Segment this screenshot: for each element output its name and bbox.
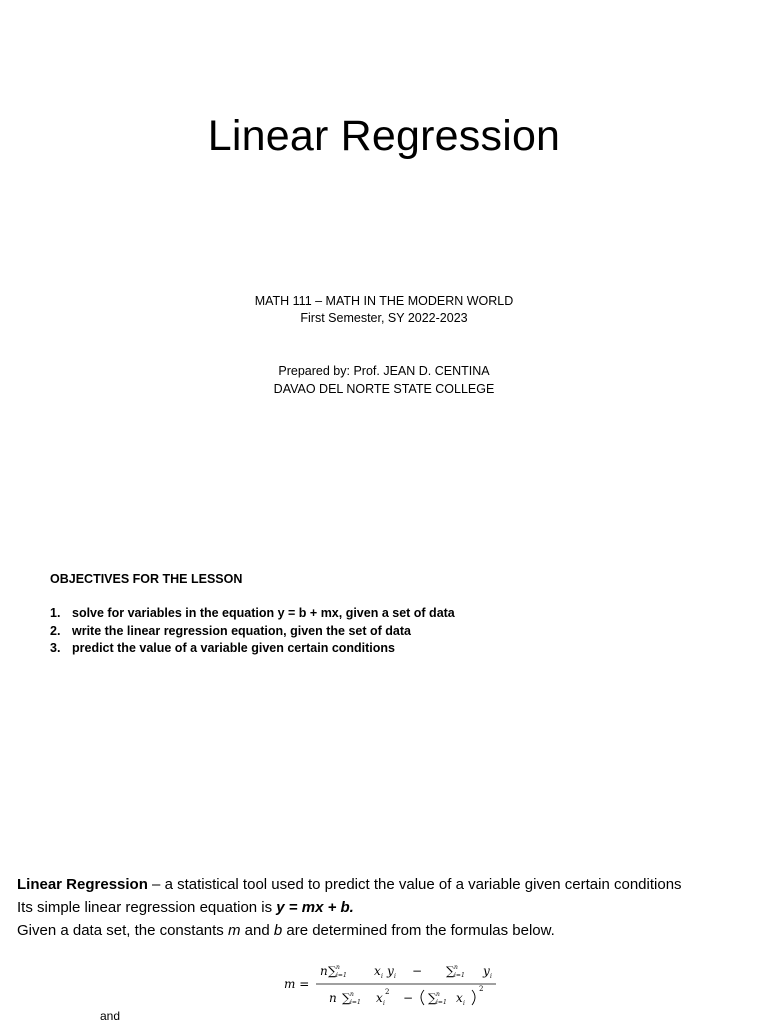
sum-lower: i=1 — [454, 972, 465, 979]
sum-lower: i=1 — [436, 999, 447, 1006]
square-exponent: 2 — [479, 985, 484, 993]
sum-upper: n — [436, 991, 440, 998]
objectives-heading: OBJECTIVES FOR THE LESSON — [50, 572, 243, 586]
objectives-list — [50, 605, 455, 658]
x-var: x — [376, 991, 383, 1005]
formulas-text-mid: and — [240, 922, 274, 939]
slide-title: Linear Regression — [207, 112, 561, 160]
course-name: MATH 111 – MATH IN THE MODERN WORLD — [254, 294, 514, 308]
sum-symbol: ∑ — [446, 964, 455, 978]
term: Linear Regression — [17, 876, 148, 893]
sum-upper: n — [336, 964, 340, 971]
sum-upper: n — [454, 964, 458, 971]
right-paren — [472, 990, 475, 1005]
objective-text: write the linear regression equation, given the set of data — [72, 623, 411, 638]
left-paren — [421, 990, 424, 1005]
objective-text: predict the value of a variable given certain conditions — [72, 641, 396, 655]
formulas-text-post: are determined from the formulas below. — [282, 922, 555, 939]
institution: DAVAO DEL NORTE STATE COLLEGE — [273, 382, 495, 396]
definition-slide — [0, 845, 768, 1024]
formula-n: n — [329, 991, 337, 1005]
sum-symbol: ∑ — [342, 991, 351, 1005]
equation-intro: Its simple linear regression equation is — [17, 899, 277, 916]
x-sub: i — [463, 1000, 465, 1007]
square-exponent: 2 — [385, 988, 390, 996]
and-text: and — [100, 1009, 121, 1023]
formula-lhs: m = — [284, 977, 310, 991]
regression-equation: y = mx + b. — [276, 899, 354, 916]
course-info — [0, 293, 768, 327]
objective-item — [50, 605, 455, 623]
y-sub: i — [490, 973, 492, 980]
definition-text: – a statistical tool used to predict the value of a variable given certain conditions — [147, 876, 682, 893]
objective-item — [50, 623, 455, 641]
y-var: y — [483, 964, 490, 978]
x-sub: i — [381, 973, 383, 980]
objective-number: 1. — [50, 606, 61, 620]
formulas-text-pre: Given a data set, the constants — [17, 922, 228, 939]
y-var: y — [387, 964, 394, 978]
minus-sign: − — [412, 964, 423, 978]
objective-text: solve for variables in the equation y = b + mx, given a set of data — [72, 606, 455, 620]
sum-lower: i=1 — [350, 999, 361, 1006]
minus-sign: − — [403, 991, 414, 1005]
prepared-by: Prepared by: Prof. JEAN D. CENTINA — [278, 364, 490, 378]
variable-m: m — [227, 922, 241, 939]
objectives-slide — [0, 555, 768, 845]
variable-b: b — [273, 922, 283, 939]
x-sub: i — [383, 1000, 385, 1007]
sum-symbol: ∑ — [328, 964, 337, 978]
author-info — [0, 362, 768, 398]
formula-n: n — [320, 964, 328, 978]
objective-item — [50, 640, 455, 658]
sum-lower: i=1 — [336, 972, 347, 979]
objective-number: 2. — [50, 623, 61, 638]
x-var: x — [456, 991, 463, 1005]
objective-number: 3. — [50, 641, 61, 655]
formulas-line — [17, 919, 682, 942]
definition-line — [17, 873, 682, 896]
definition-block — [17, 873, 682, 942]
equation-line — [17, 896, 682, 919]
sum-upper: n — [350, 991, 354, 998]
semester: First Semester, SY 2022-2023 — [300, 311, 468, 325]
y-sub: i — [394, 973, 396, 980]
sum-symbol: ∑ — [428, 991, 437, 1005]
slope-formula — [282, 957, 512, 1009]
x-var: x — [374, 964, 381, 978]
